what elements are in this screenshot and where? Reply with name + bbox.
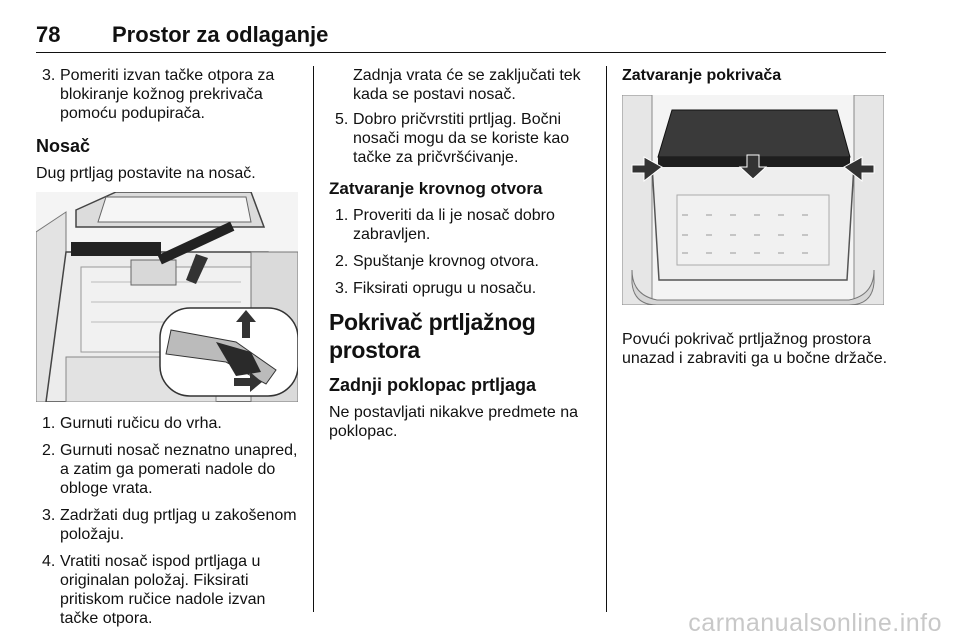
list-item: 2. Gurnuti nosač neznatno unapred, a zatim ga pomerati nadole do obloge vrata. (42, 442, 298, 497)
column-divider (313, 66, 314, 612)
carrier-illustration (36, 192, 298, 402)
watermark: carmanualsonline.info (688, 609, 942, 637)
list-item: 3. Zadržati dug prtljag u zakošenom položaju. (42, 507, 297, 543)
page-number: 78 (36, 22, 61, 47)
section-heading-nosac: Nosač (36, 136, 91, 156)
column-divider (606, 66, 607, 612)
list-item: 1. Proveriti da li je nosač dobro zabravljen. (335, 207, 555, 243)
cover-illustration (622, 95, 884, 305)
roof-steps (329, 206, 591, 298)
subheading-rear-cover: Zadnji poklopac prtljaga (329, 375, 537, 395)
column-1 (36, 66, 302, 636)
continued-text: Zadnja vrata će se zaključati tek kada se postavi nosač. (353, 67, 581, 103)
list-item: 3. Fiksirati oprugu u nosaču. (335, 280, 537, 297)
list-item: 5. Dobro pričvrstiti prtljag. Bočni nosači mogu da se koriste kao tačke za pričvršćivanje. (335, 111, 570, 166)
page-header (36, 22, 886, 53)
list-item: 4. Vratiti nosač ispod prtljaga u originalan položaj. Fiksirati pritiskom ručice nadole izvan tačke otpora. (42, 553, 266, 627)
intro-text: Dug prtljag postavite na nosač. (36, 165, 256, 182)
cover-text: Ne postavljati nikakve predmete na poklopac. (329, 404, 579, 440)
section-heading-cover: Pokrivač prtljažnog prostora (329, 309, 536, 363)
list-item: 2. Spuštanje krovnog otvora. (335, 253, 539, 270)
carrier-steps (36, 414, 302, 628)
list-item: 3. Pomeriti izvan tačke otpora za blokiranje kožnog prekrivača pomoću podupirača. (42, 67, 275, 122)
column-2 (329, 66, 591, 441)
column-3 (622, 66, 890, 368)
section-heading-roof: Zatvaranje krovnog otvora (329, 179, 543, 198)
closing-cover-text: Povući pokrivač prtljažnog prostora unazad i zabraviti ga u bočne držače. (622, 331, 888, 367)
section-heading-closing-cover: Zatvaranje pokrivača (622, 67, 782, 84)
page-title: Prostor za odlaganje (112, 22, 329, 47)
list-item: 1. Gurnuti ručicu do vrha. (42, 415, 222, 432)
